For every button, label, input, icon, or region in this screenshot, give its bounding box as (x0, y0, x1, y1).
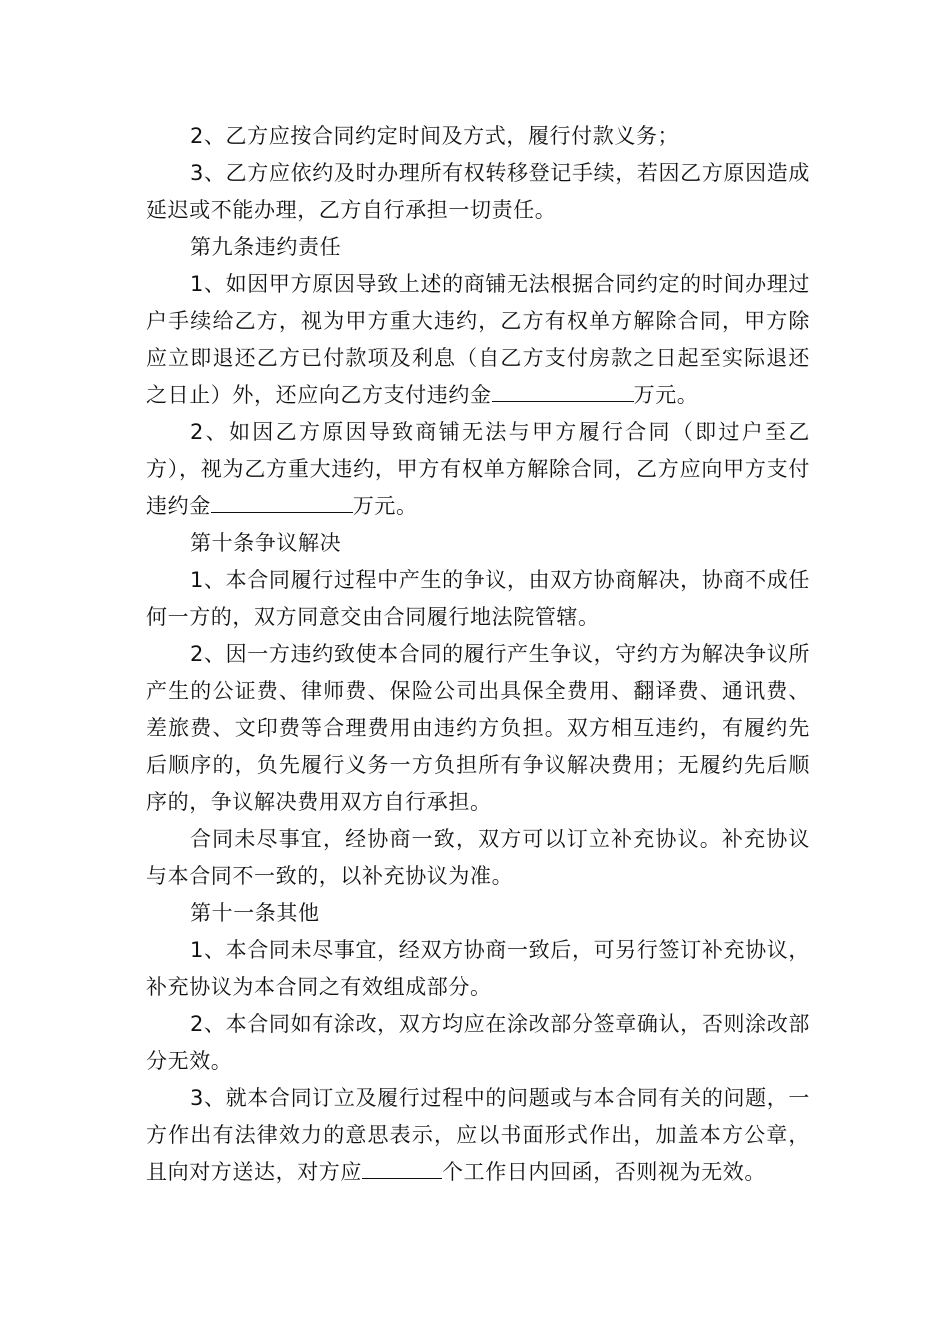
paragraph-text: 2、如因乙方原因导致商铺无法与甲方履行合同（即过户至乙方），视为乙方重大违约，甲方有权单方解除合同，乙方应向甲方支付违约金 (146, 420, 810, 518)
section-heading-9 (146, 229, 810, 266)
paragraph-text: 合同未尽事宜，经协商一致，双方可以订立补充协议。补充协议与本合同不一致的，以补充协议为准。 (146, 827, 810, 888)
document-body (146, 118, 810, 1191)
section-heading-10 (146, 525, 810, 562)
clause-11-item-2 (146, 1006, 810, 1080)
paragraph-suffix: 个工作日内回函，否则视为无效。 (442, 1160, 766, 1184)
paragraph-suffix: 万元。 (352, 494, 418, 518)
fill-in-blank (362, 1154, 442, 1179)
clause-8-item-2 (146, 118, 810, 155)
heading-text: 第十一条其他 (190, 901, 320, 925)
clause-11-item-1 (146, 932, 810, 1006)
paragraph-text: 3、乙方应依约及时办理所有权转移登记手续，若因乙方原因造成延迟或不能办理，乙方自行承担一切责任。 (146, 161, 810, 222)
clause-10-item-1 (146, 562, 810, 636)
paragraph-text: 2、乙方应按合同约定时间及方式，履行付款义务； (190, 124, 680, 148)
heading-text: 第九条违约责任 (190, 235, 342, 259)
paragraph-suffix: 万元。 (633, 383, 699, 407)
clause-8-item-3 (146, 155, 810, 229)
paragraph-text: 1、本合同未尽事宜，经双方协商一致后，可另行签订补充协议，补充协议为本合同之有效组成部分。 (146, 938, 810, 999)
clause-11-item-3 (146, 1080, 810, 1191)
clause-10-item-2 (146, 636, 810, 821)
paragraph-text: 1、本合同履行过程中产生的争议，由双方协商解决，协商不成任何一方的，双方同意交由合同履行地法院管辖。 (146, 568, 810, 629)
clause-10-supplement (146, 821, 810, 895)
clause-9-item-1 (146, 266, 810, 414)
paragraph-text: 1、如因甲方原因导致上述的商铺无法根据合同约定的时间办理过户手续给乙方，视为甲方重大违约，乙方有权单方解除合同，甲方除应立即退还乙方已付款项及利息（自乙方支付房款之日起至实际退还之日止）外，还应向乙方支付违约金 (146, 272, 810, 407)
paragraph-text: 2、本合同如有涂改，双方均应在涂改部分签章确认，否则涂改部分无效。 (146, 1012, 810, 1073)
paragraph-text: 3、就本合同订立及履行过程中的问题或与本合同有关的问题，一方作出有法律效力的意思表示，应以书面形式作出，加盖本方公章，且向对方送达，对方应 (146, 1086, 810, 1184)
fill-in-blank (492, 377, 634, 402)
clause-9-item-2 (146, 414, 810, 525)
heading-text: 第十条争议解决 (190, 531, 342, 555)
section-heading-11 (146, 895, 810, 932)
paragraph-text: 2、因一方违约致使本合同的履行产生争议，守约方为解决争议所产生的公证费、律师费、保险公司出具保全费用、翻译费、通讯费、差旅费、文印费等合理费用由违约方负担。双方相互违约，有履约先后顺序的，负先履行义务一方负担所有争议解决费用；无履约先后顺序的，争议解决费用双方自行承担。 (146, 642, 810, 814)
fill-in-blank (211, 488, 353, 513)
